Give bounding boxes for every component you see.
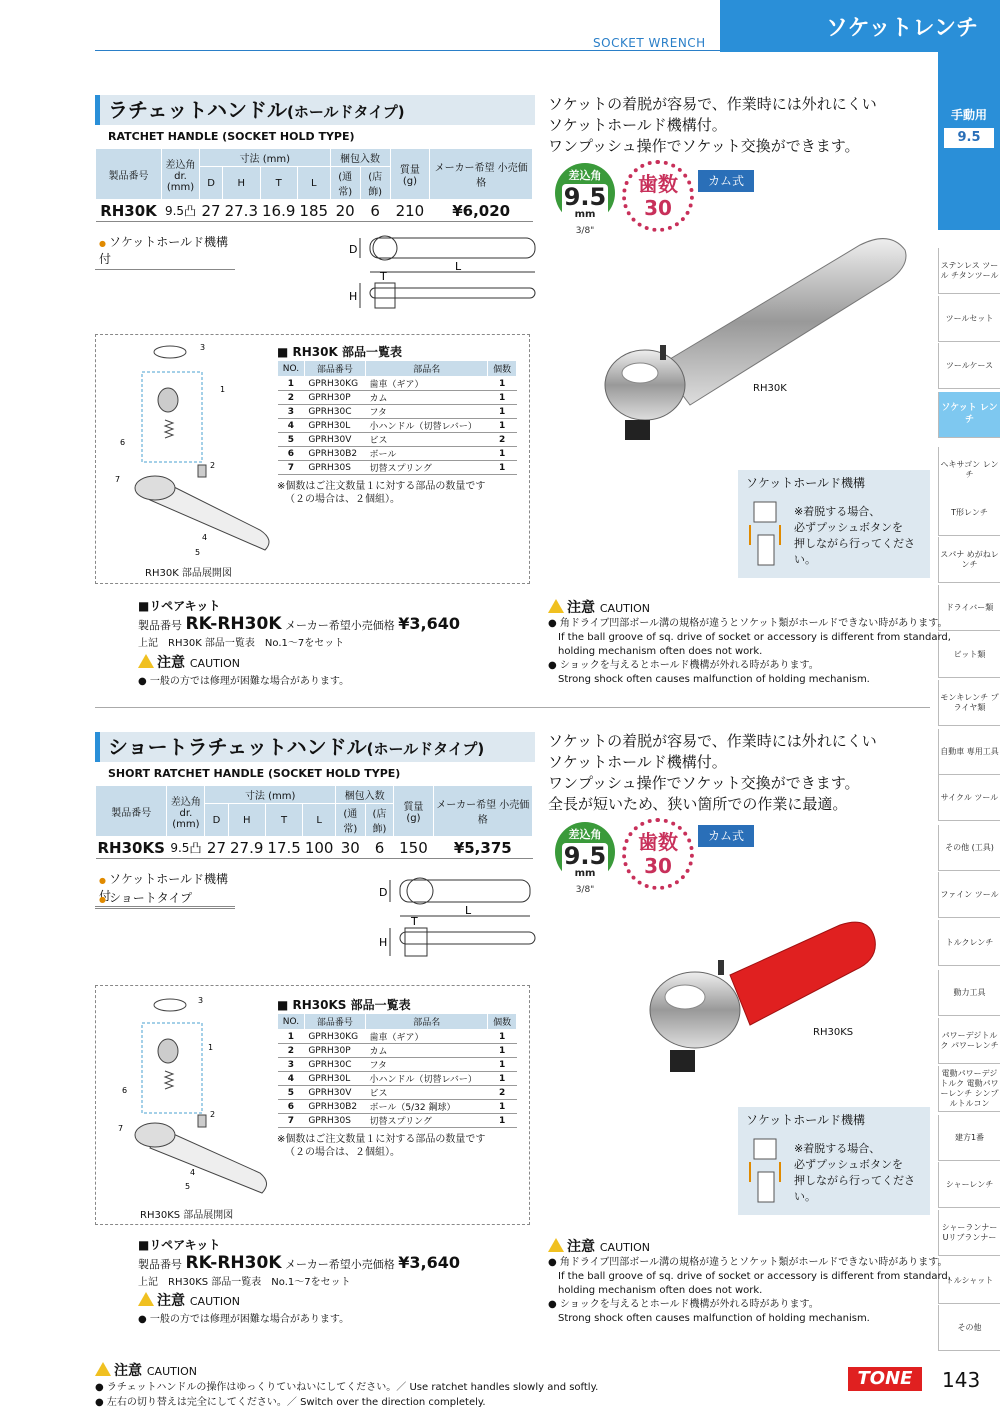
warning-icon [138, 1292, 154, 1306]
caution-title: 注意 [157, 1293, 185, 1309]
nav-main-tab[interactable] [938, 52, 1000, 230]
parts-cell: カム [366, 1044, 488, 1058]
repair-code-label: 製品番号 [138, 619, 182, 632]
header-jp-title: ソケットレンチ [720, 0, 1000, 52]
caution-line: ● 角ドライブ凹部ボール溝の規格が違うとソケット類がホールドできない時があります。 [548, 1257, 948, 1268]
repair-code: RK-RH30K [185, 1253, 282, 1273]
th-normal: (通常) [330, 167, 360, 200]
parts-table-title: ■ RH30KS 部品一覧表 [277, 998, 411, 1012]
parts-note-line: ※個数はご注文数量１に対する部品の数量です [277, 481, 486, 492]
parts-cell: 1 [488, 461, 517, 475]
cell-weight: 210 [390, 200, 430, 222]
caution-line: ● 角ドライブ凹部ボール溝の規格が違うとソケット類がホールドできない時があります。 [548, 618, 948, 629]
th-d: D [200, 167, 223, 200]
nav-item[interactable]: 電動パワーデジトルク 電動パワーレンチ シンプルトルコン [938, 1066, 1000, 1112]
badge-top: 差込角 [568, 828, 602, 841]
svg-text:5: 5 [195, 548, 201, 557]
repair-code-label: 製品番号 [138, 1258, 182, 1271]
repair-code: RK-RH30K [185, 614, 282, 634]
parts-row [278, 1030, 517, 1044]
svg-text:6: 6 [122, 1086, 128, 1095]
th-weight: 質量 (g) [390, 149, 430, 200]
parts-note-line: （２の場合は、２個組）。 [285, 1147, 400, 1158]
parts-cell: 1 [488, 419, 517, 433]
parts-cell: 歯車（ギア） [366, 377, 488, 391]
nav-main-label: 手動用 [950, 108, 987, 122]
parts-cell: 3 [278, 1058, 305, 1072]
parts-cell: ビス [366, 1086, 488, 1100]
footer-caution-line: ● ラチェットハンドルの操作はゆっくりていねいにしてください。／ Use ratchet handles slowly and softly. [95, 1382, 599, 1393]
cell-normal: 20 [330, 200, 360, 222]
repair-price: ¥3,640 [398, 614, 461, 633]
parts-th: 部品名 [366, 361, 488, 377]
cell-l: 100 [304, 838, 334, 857]
th-drive: 差込角 dr. (mm) [162, 149, 200, 200]
parts-cell: 7 [278, 1114, 305, 1128]
dimension-drawing [345, 228, 540, 318]
parts-cell: ボール [366, 447, 488, 461]
cell-store: 6 [360, 200, 390, 222]
parts-row [278, 433, 517, 447]
repair-price: ¥3,640 [398, 1253, 461, 1272]
caution-line: ● ショックを与えるとホールド機構が外れる時があります。 [548, 1299, 819, 1310]
cell-price: ¥6,020 [430, 200, 533, 222]
nav-item[interactable]: その他 (工具) [938, 825, 1000, 871]
th-h: H [228, 804, 265, 837]
th-normal: (通常) [335, 804, 365, 837]
parts-cell: 1 [488, 377, 517, 391]
parts-row [278, 1114, 517, 1128]
repair-kit [138, 1236, 460, 1288]
page-number: 143 [942, 1368, 981, 1392]
nav-item[interactable]: モンキレンチ プライヤ類 [938, 680, 1000, 726]
cell-t: 16.9 [262, 201, 296, 220]
parts-cell: GPRH30B2 [304, 447, 365, 461]
cell-weight: 150 [394, 837, 433, 859]
th-drive: 差込角 dr. (mm) [167, 786, 205, 837]
nav-item[interactable]: ヘキサゴン レンチ [938, 447, 1000, 493]
nav-item[interactable]: T形レンチ [938, 490, 1000, 536]
nav-item[interactable]: トルシャット [938, 1258, 1000, 1304]
nav-item[interactable]: 自動車 専用工具 [938, 729, 1000, 775]
th-store: (店飾) [360, 167, 390, 200]
caution-line: If the ball groove of sq. drive of socket or accessory is different from standard, [558, 632, 951, 643]
svg-text:7: 7 [115, 475, 121, 484]
badge-inch: 3/8" [575, 885, 595, 895]
svg-text:6: 6 [120, 438, 126, 447]
parts-cell: フタ [366, 405, 488, 419]
parts-cell: 7 [278, 461, 305, 475]
parts-cell: 2 [488, 1086, 517, 1100]
parts-row [278, 447, 517, 461]
hold-title: ソケットホールド機構 [746, 476, 866, 490]
cell-drive: 9.5凸 [167, 837, 205, 859]
nav-item[interactable]: ステンレス ツール チタンツール [938, 248, 1000, 294]
teeth-badge [622, 160, 694, 232]
section2-description [548, 731, 877, 815]
parts-row [278, 377, 517, 391]
parts-cell: 1 [488, 1114, 517, 1128]
nav-item[interactable]: ツールセット [938, 296, 1000, 342]
parts-cell: 4 [278, 1072, 305, 1086]
th-price: メーカー希望 小売価格 [430, 149, 533, 200]
parts-table-title: ■ RH30K 部品一覧表 [277, 345, 402, 359]
parts-cell: 1 [488, 447, 517, 461]
parts-row [278, 1086, 517, 1100]
parts-cell: GPRH30P [304, 391, 365, 405]
th-weight: 質量 (g) [394, 786, 433, 837]
th-t: T [265, 804, 302, 837]
repair-note: 上記 RH30KS 部品一覧表 No.1～7をセット [138, 1277, 351, 1288]
drive-size-badge [555, 163, 615, 236]
repair-kit [138, 597, 460, 649]
parts-cell: GPRH30S [304, 1114, 365, 1128]
drive-size-badge [555, 822, 615, 895]
dimension-drawing [375, 872, 540, 967]
th-t: T [260, 167, 297, 200]
caution-title: 注意 [157, 655, 185, 671]
dim-t-label: T [380, 270, 387, 283]
parts-row [278, 405, 517, 419]
parts-table [277, 1013, 517, 1128]
cell-h: 27.9 [230, 838, 264, 857]
parts-row [278, 419, 517, 433]
parts-cell: 1 [488, 1030, 517, 1044]
parts-th: 部品名 [366, 1014, 488, 1030]
parts-cell: 1 [488, 1100, 517, 1114]
feature-item: ● ショートタイプ [95, 888, 235, 909]
nav-item[interactable]: シャーレンチ [938, 1162, 1000, 1208]
parts-cell: 小ハンドル（切替レバー） [366, 1072, 488, 1086]
caution-line: Strong shock often causes malfunction of holding mechanism. [558, 1313, 870, 1324]
badge-value: 9.5 [563, 842, 607, 870]
parts-cell: GPRH30C [304, 405, 365, 419]
caution-line: holding mechanism often does not work. [558, 1285, 763, 1296]
parts-cell: フタ [366, 1058, 488, 1072]
th-l: L [297, 167, 330, 200]
parts-cell: 1 [278, 1030, 305, 1044]
parts-cell: 歯車（ギア） [366, 1030, 488, 1044]
footer-caution-title: 注意 [114, 1363, 142, 1379]
repair-heading: ■リペアキット [138, 599, 221, 613]
warning-icon [548, 1238, 564, 1252]
parts-cell: 5 [278, 1086, 305, 1100]
table-row [96, 837, 533, 859]
parts-cell: GPRH30P [304, 1044, 365, 1058]
th-store: (店飾) [365, 804, 394, 837]
warning-icon [138, 654, 154, 668]
svg-text:2: 2 [210, 461, 216, 470]
hold-line: 押しながら行ってください。 [794, 1174, 915, 1203]
caution-line: holding mechanism often does not work. [558, 646, 763, 657]
parts-row [278, 1072, 517, 1086]
parts-th: 個数 [488, 361, 517, 377]
section2-title-jp: ショートラチェットハンドル [108, 735, 367, 759]
hold-line: 必ずプッシュボタンを [794, 521, 904, 534]
parts-cell: 2 [488, 433, 517, 447]
badge-unit: mm [574, 209, 596, 220]
parts-cell: GPRH30L [304, 419, 365, 433]
svg-text:3: 3 [200, 343, 206, 352]
dim-d-label: D [349, 243, 358, 256]
teeth-badge [622, 818, 694, 890]
exploded-diagram [110, 340, 280, 560]
parts-cell: 1 [488, 1072, 517, 1086]
th-price: メーカー希望 小売価格 [433, 786, 532, 837]
svg-text:2: 2 [210, 1110, 216, 1119]
nav-item[interactable]: シャーランナー Uリブランナー [938, 1210, 1000, 1256]
cell-code: RH30KS [97, 838, 165, 857]
footer-caution-en: CAUTION [146, 1365, 197, 1378]
parts-cell: 切替スプリング [366, 1114, 488, 1128]
teeth-value: 30 [644, 196, 672, 220]
cell-l: 185 [299, 201, 329, 220]
caution-small [138, 652, 349, 687]
parts-cell: 3 [278, 405, 305, 419]
repair-price-label: メーカー希望小売価格 [285, 1258, 395, 1271]
parts-cell: ビス [366, 433, 488, 447]
cell-h: 27.3 [224, 201, 258, 220]
parts-cell: 1 [278, 377, 305, 391]
section1-spec-table [95, 148, 533, 222]
th-dims: 寸法 (mm) [205, 786, 336, 804]
parts-cell: GPRH30B2 [304, 1100, 365, 1114]
caution-line: If the ball groove of sq. drive of socket or accessory is different from standard, [558, 1271, 951, 1282]
parts-cell: GPRH30S [304, 461, 365, 475]
th-pack: 梱包入数 [330, 149, 390, 167]
parts-table [277, 360, 517, 475]
caution-block [548, 597, 951, 687]
desc-line: ソケットの着脱が容易で、作業時には外れにくい [548, 732, 877, 750]
nav-item[interactable]: 建方1番 [938, 1115, 1000, 1161]
repair-price-label: メーカー希望小売価格 [285, 619, 395, 632]
product-photo-rh30ks [640, 905, 880, 1085]
parts-row [278, 1058, 517, 1072]
section1-title-jp: ラチェットハンドル [108, 98, 287, 122]
hold-mechanism-box [738, 1107, 930, 1215]
parts-cell: 2 [278, 1044, 305, 1058]
parts-note [277, 1133, 485, 1159]
dim-h-label: H [379, 936, 388, 949]
dim-d-label: D [379, 886, 388, 899]
section1-title-sub: (ホールドタイプ) [287, 103, 405, 121]
header-line [95, 50, 720, 51]
caution-en: CAUTION [599, 1241, 650, 1254]
caution-text: ● 一般の方では修理が困難な場合があります。 [138, 676, 350, 687]
badge-inch: 3/8" [575, 226, 595, 236]
svg-text:4: 4 [190, 1168, 196, 1177]
caution-en: CAUTION [189, 657, 240, 670]
nav-item[interactable]: ビット類 [938, 632, 1000, 678]
parts-th: NO. [278, 361, 305, 377]
parts-th: 部品番号 [304, 1014, 365, 1030]
parts-cell: 1 [488, 1044, 517, 1058]
repair-note: 上記 RH30K 部品一覧表 No.1～7をセット [138, 638, 345, 649]
cell-d: 27 [201, 201, 221, 220]
nav-item[interactable]: サイクル ツール [938, 775, 1000, 821]
parts-note [277, 480, 485, 506]
svg-text:7: 7 [118, 1124, 124, 1133]
parts-cell: 4 [278, 419, 305, 433]
caution-title: 注意 [567, 600, 595, 616]
parts-cell: 1 [488, 1058, 517, 1072]
th-h: H [223, 167, 260, 200]
parts-cell: 1 [488, 391, 517, 405]
parts-th: 部品番号 [304, 361, 365, 377]
dim-l-label: L [455, 260, 462, 273]
cell-normal: 30 [335, 837, 365, 859]
section2-title-en: SHORT RATCHET HANDLE (SOCKET HOLD TYPE) [108, 767, 401, 780]
desc-line: 全長が短いため、狭い箇所での作業に最適。 [548, 795, 848, 813]
hold-line: 必ずプッシュボタンを [794, 1158, 904, 1171]
parts-note-line: ※個数はご注文数量１に対する部品の数量です [277, 1134, 486, 1145]
nav-item[interactable]: ドライバー類 [938, 585, 1000, 631]
section1-title-en: RATCHET HANDLE (SOCKET HOLD TYPE) [108, 130, 355, 143]
cell-code: RH30K [96, 200, 162, 222]
hold-diagram-icon [746, 500, 786, 570]
dim-l-label: L [465, 904, 472, 917]
section-divider [95, 707, 930, 708]
parts-th: 個数 [488, 1014, 517, 1030]
hold-diagram-icon [746, 1137, 786, 1207]
dim-t-label: T [411, 915, 418, 928]
dim-h-label: H [349, 290, 358, 303]
desc-line: ソケットホールド機構付。 [548, 116, 727, 134]
exploded-label: RH30K 部品展開図 [145, 568, 232, 579]
caution-line: ● ショックを与えるとホールド機構が外れる時があります。 [548, 660, 819, 671]
nav-item[interactable]: スパナ めがねレンチ [938, 537, 1000, 583]
nav-item[interactable]: その他 [938, 1305, 1000, 1351]
cell-price: ¥5,375 [433, 837, 532, 859]
caution-title: 注意 [567, 1239, 595, 1255]
feature-item: ● ソケットホールド機構付 [95, 869, 235, 907]
parts-cell: GPRH30KG [304, 1030, 365, 1044]
cam-badge: カム式 [698, 825, 754, 847]
svg-text:5: 5 [185, 1182, 191, 1191]
caution-line: Strong shock often causes malfunction of holding mechanism. [558, 674, 870, 685]
section1-description [548, 94, 877, 157]
parts-cell: 小ハンドル（切替レバー） [366, 419, 488, 433]
nav-item[interactable]: ツールケース [938, 343, 1000, 389]
parts-cell: 切替スプリング [366, 461, 488, 475]
section2-title-sub: (ホールドタイプ) [366, 740, 485, 758]
parts-cell: 1 [488, 405, 517, 419]
parts-cell: GPRH30KG [304, 377, 365, 391]
exploded-diagram [110, 993, 280, 1203]
nav-item[interactable]: パワーデジトルク パワーレンチ [938, 1018, 1000, 1064]
caution-text: ● 一般の方では修理が困難な場合があります。 [138, 1314, 350, 1325]
photo-label-rh30k: RH30K [753, 383, 787, 394]
hold-line: 押しながら行ってください。 [794, 537, 915, 566]
nav-item[interactable]: トルクレンチ [938, 920, 1000, 966]
parts-th: NO. [278, 1014, 305, 1030]
th-code: 製品番号 [96, 786, 167, 837]
parts-cell: GPRH30L [304, 1072, 365, 1086]
parts-cell: 6 [278, 447, 305, 461]
caution-en: CAUTION [599, 602, 650, 615]
desc-line: ソケットホールド機構付。 [548, 753, 727, 771]
teeth-label: 歯数 [638, 830, 678, 854]
nav-item[interactable]: ソケット レンチ [938, 392, 1000, 438]
parts-row [278, 1100, 517, 1114]
parts-row [278, 391, 517, 405]
hold-line: ※着脱する場合、 [794, 505, 881, 518]
parts-cell: 6 [278, 1100, 305, 1114]
section1-title [95, 95, 535, 125]
warning-icon [548, 599, 564, 613]
th-code: 製品番号 [96, 149, 162, 200]
cell-d: 27 [206, 838, 226, 857]
cell-t: 17.5 [267, 838, 301, 857]
th-dims: 寸法 (mm) [200, 149, 331, 167]
exploded-label: RH30KS 部品展開図 [140, 1210, 234, 1221]
tone-logo: TONE [848, 1367, 922, 1391]
th-l: L [303, 804, 336, 837]
hold-mechanism-box [738, 470, 930, 578]
svg-text:1: 1 [208, 1043, 214, 1052]
nav-item[interactable]: ファイン ツール [938, 872, 1000, 918]
cell-drive: 9.5凸 [162, 200, 200, 222]
badge-value: 9.5 [563, 183, 607, 211]
badge-top: 差込角 [568, 169, 602, 182]
svg-text:3: 3 [198, 996, 204, 1005]
table-row [96, 200, 533, 222]
nav-main-size: 9.5 [944, 128, 994, 148]
footer-caution [95, 1360, 598, 1410]
section2-spec-table [95, 785, 533, 859]
hold-title: ソケットホールド機構 [746, 1113, 866, 1127]
product-photo-rh30k [600, 225, 930, 455]
feature-item: ● ソケットホールド機構付 [95, 232, 235, 270]
parts-cell: 5 [278, 433, 305, 447]
nav-item[interactable]: 動力工具 [938, 970, 1000, 1016]
section2-title [95, 732, 535, 762]
repair-heading: ■リペアキット [138, 1238, 221, 1252]
parts-cell: ボール（5/32 鋼球） [366, 1100, 488, 1114]
parts-cell: カム [366, 391, 488, 405]
caution-block [548, 1236, 951, 1326]
cell-store: 6 [365, 837, 394, 859]
badge-unit: mm [574, 868, 596, 879]
photo-label-rh30ks: RH30KS [813, 1027, 854, 1038]
caution-small [138, 1290, 349, 1325]
desc-line: ワンプッシュ操作でソケット交換ができます。 [548, 137, 860, 155]
cam-badge: カム式 [698, 170, 754, 192]
desc-line: ワンプッシュ操作でソケット交換ができます。 [548, 774, 860, 792]
header-en-title: SOCKET WRENCH [593, 36, 706, 50]
warning-icon [95, 1362, 111, 1376]
svg-text:4: 4 [202, 533, 208, 542]
parts-row [278, 1044, 517, 1058]
parts-cell: GPRH30V [304, 1086, 365, 1100]
th-d: D [205, 804, 228, 837]
parts-note-line: （２の場合は、２個組）。 [285, 494, 400, 505]
hold-line: ※着脱する場合、 [794, 1142, 881, 1155]
th-pack: 梱包入数 [335, 786, 393, 804]
parts-cell: 2 [278, 391, 305, 405]
footer-caution-line: ● 左右の切り替えは完全にしてください。／ Switch over the direction completely. [95, 1397, 486, 1408]
caution-en: CAUTION [189, 1295, 240, 1308]
desc-line: ソケットの着脱が容易で、作業時には外れにくい [548, 95, 877, 113]
teeth-label: 歯数 [638, 172, 678, 196]
parts-cell: GPRH30C [304, 1058, 365, 1072]
teeth-value: 30 [644, 854, 672, 878]
parts-cell: GPRH30V [304, 433, 365, 447]
parts-row [278, 461, 517, 475]
svg-text:1: 1 [220, 385, 226, 394]
